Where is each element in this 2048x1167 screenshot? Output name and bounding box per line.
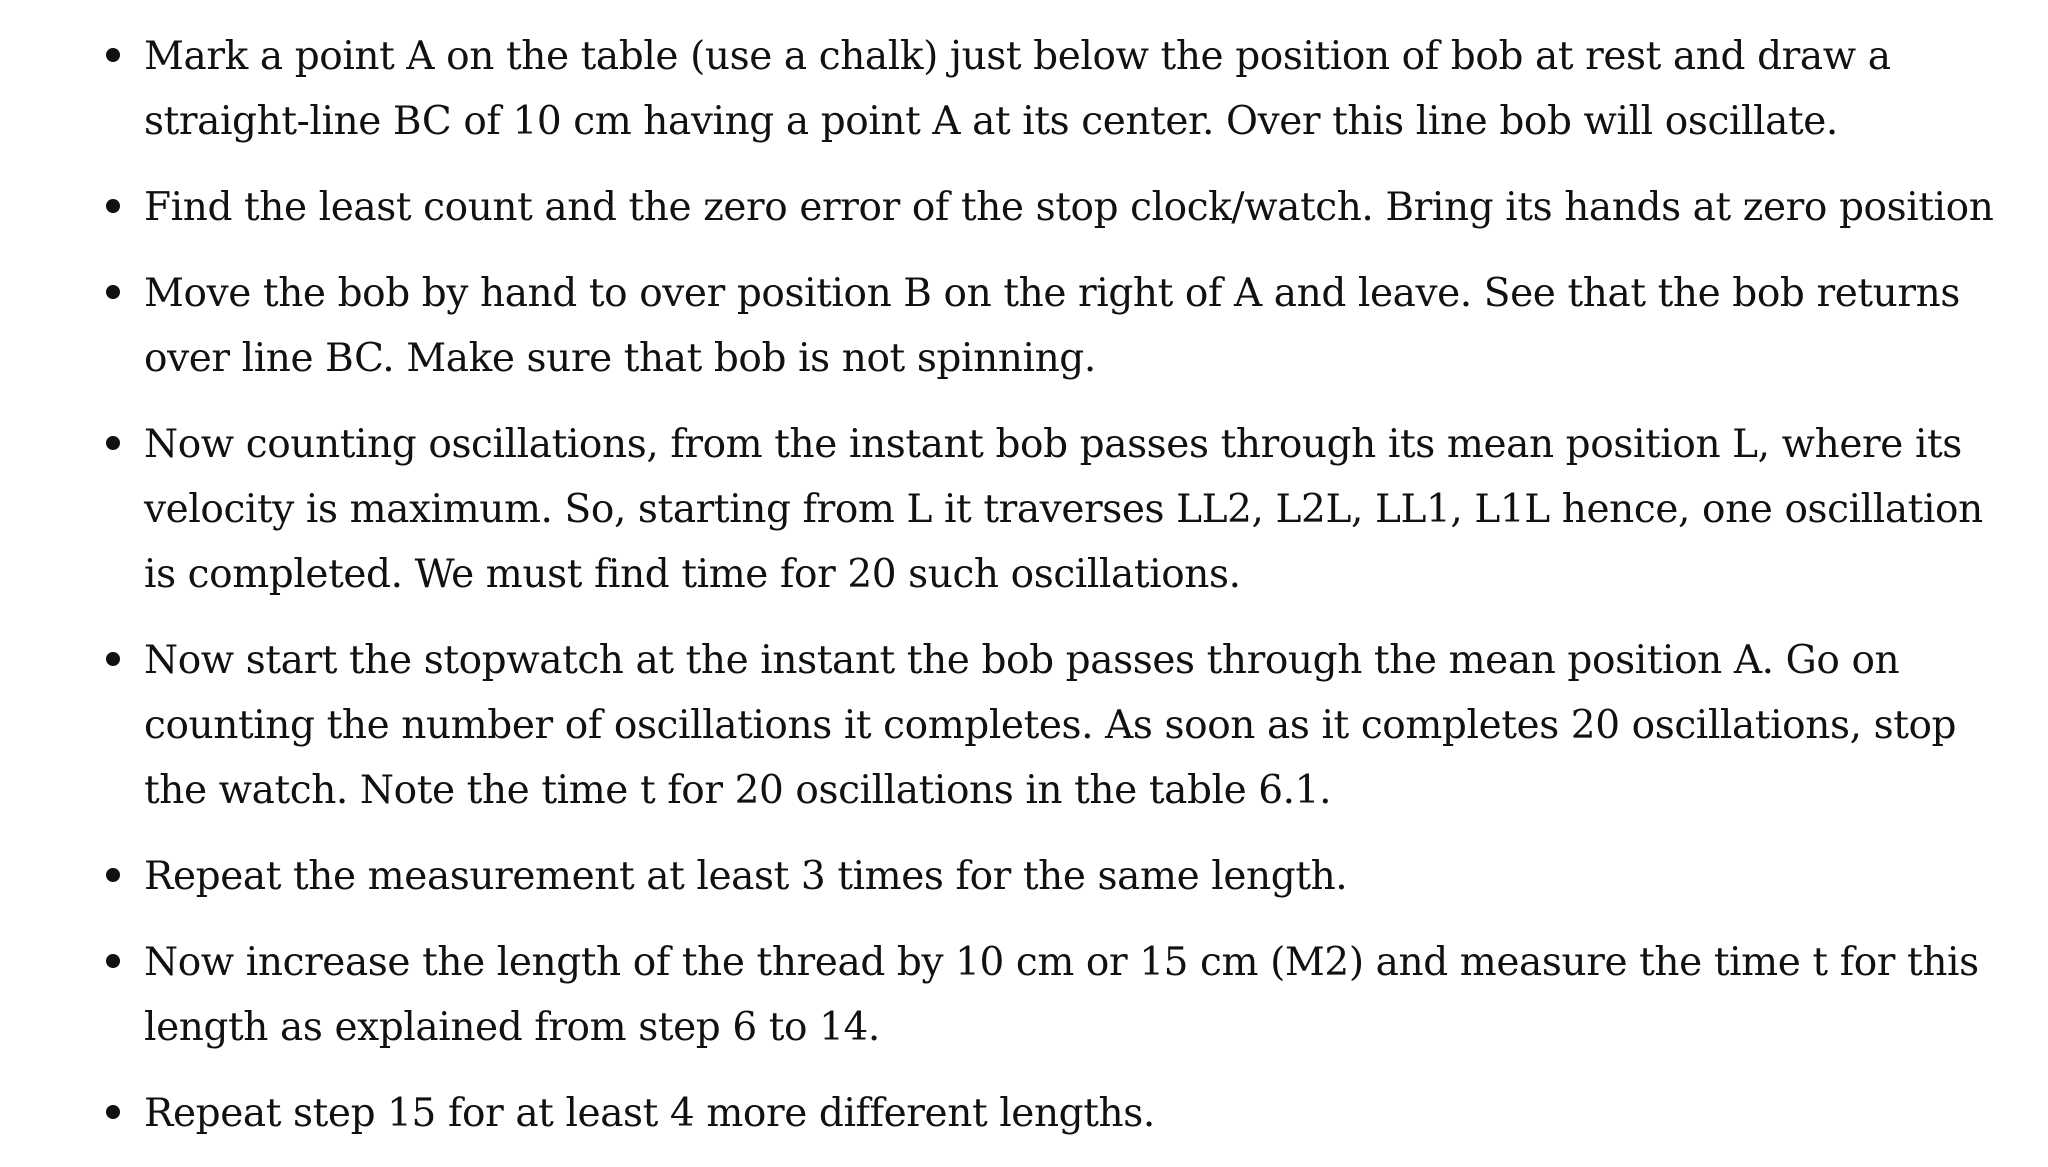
bullet-icon (106, 285, 120, 299)
list-item (106, 930, 1996, 1060)
list-item (106, 412, 1996, 607)
list-item-text: Now counting oscillations, from the instant bob passes through its mean position L, where its velocity is maximum. So, starting from L it traverses LL2, L2L, LL1, L1L hence, one oscillation is completed. We must find time for 20 such oscillations. (144, 422, 1983, 597)
bullet-icon (106, 954, 120, 968)
list-item-text: Now start the stopwatch at the instant the bob passes through the mean position A. Go on counting the number of oscillations it completes. As soon as it completes 20 oscillations, stop the watch. Note the time t for 20 oscillations in the table 6.1. (144, 638, 1957, 813)
list-item (106, 24, 1996, 154)
bullet-icon (106, 868, 120, 882)
list-item (106, 628, 1996, 823)
list-item (106, 175, 1996, 240)
bullet-icon (106, 48, 120, 62)
list-item-text: Find the least count and the zero error of the stop clock/watch. Bring its hands at zero position (144, 185, 1994, 230)
list-item (106, 844, 1996, 909)
bullet-icon (106, 199, 120, 213)
bullet-icon (106, 1105, 120, 1119)
list-item (106, 1081, 1996, 1146)
bullet-icon (106, 436, 120, 450)
list-item-text: Repeat the measurement at least 3 times for the same length. (144, 854, 1348, 899)
list-item (106, 261, 1996, 391)
list-item-text: Move the bob by hand to over position B on the right of A and leave. See that the bob returns over line BC. Make sure that bob is not spinning. (144, 271, 1960, 381)
list-item-text: Now increase the length of the thread by 10 cm or 15 cm (M2) and measure the time t for this length as explained from step 6 to 14. (144, 940, 1979, 1050)
list-item-text: Mark a point A on the table (use a chalk) just below the position of bob at rest and draw a straight-line BC of 10 cm having a point A at its center. Over this line bob will oscillate. (144, 34, 1891, 144)
list-item-text: Repeat step 15 for at least 4 more different lengths. (144, 1091, 1155, 1136)
bullet-icon (106, 652, 120, 666)
procedure-list (106, 24, 1996, 1167)
